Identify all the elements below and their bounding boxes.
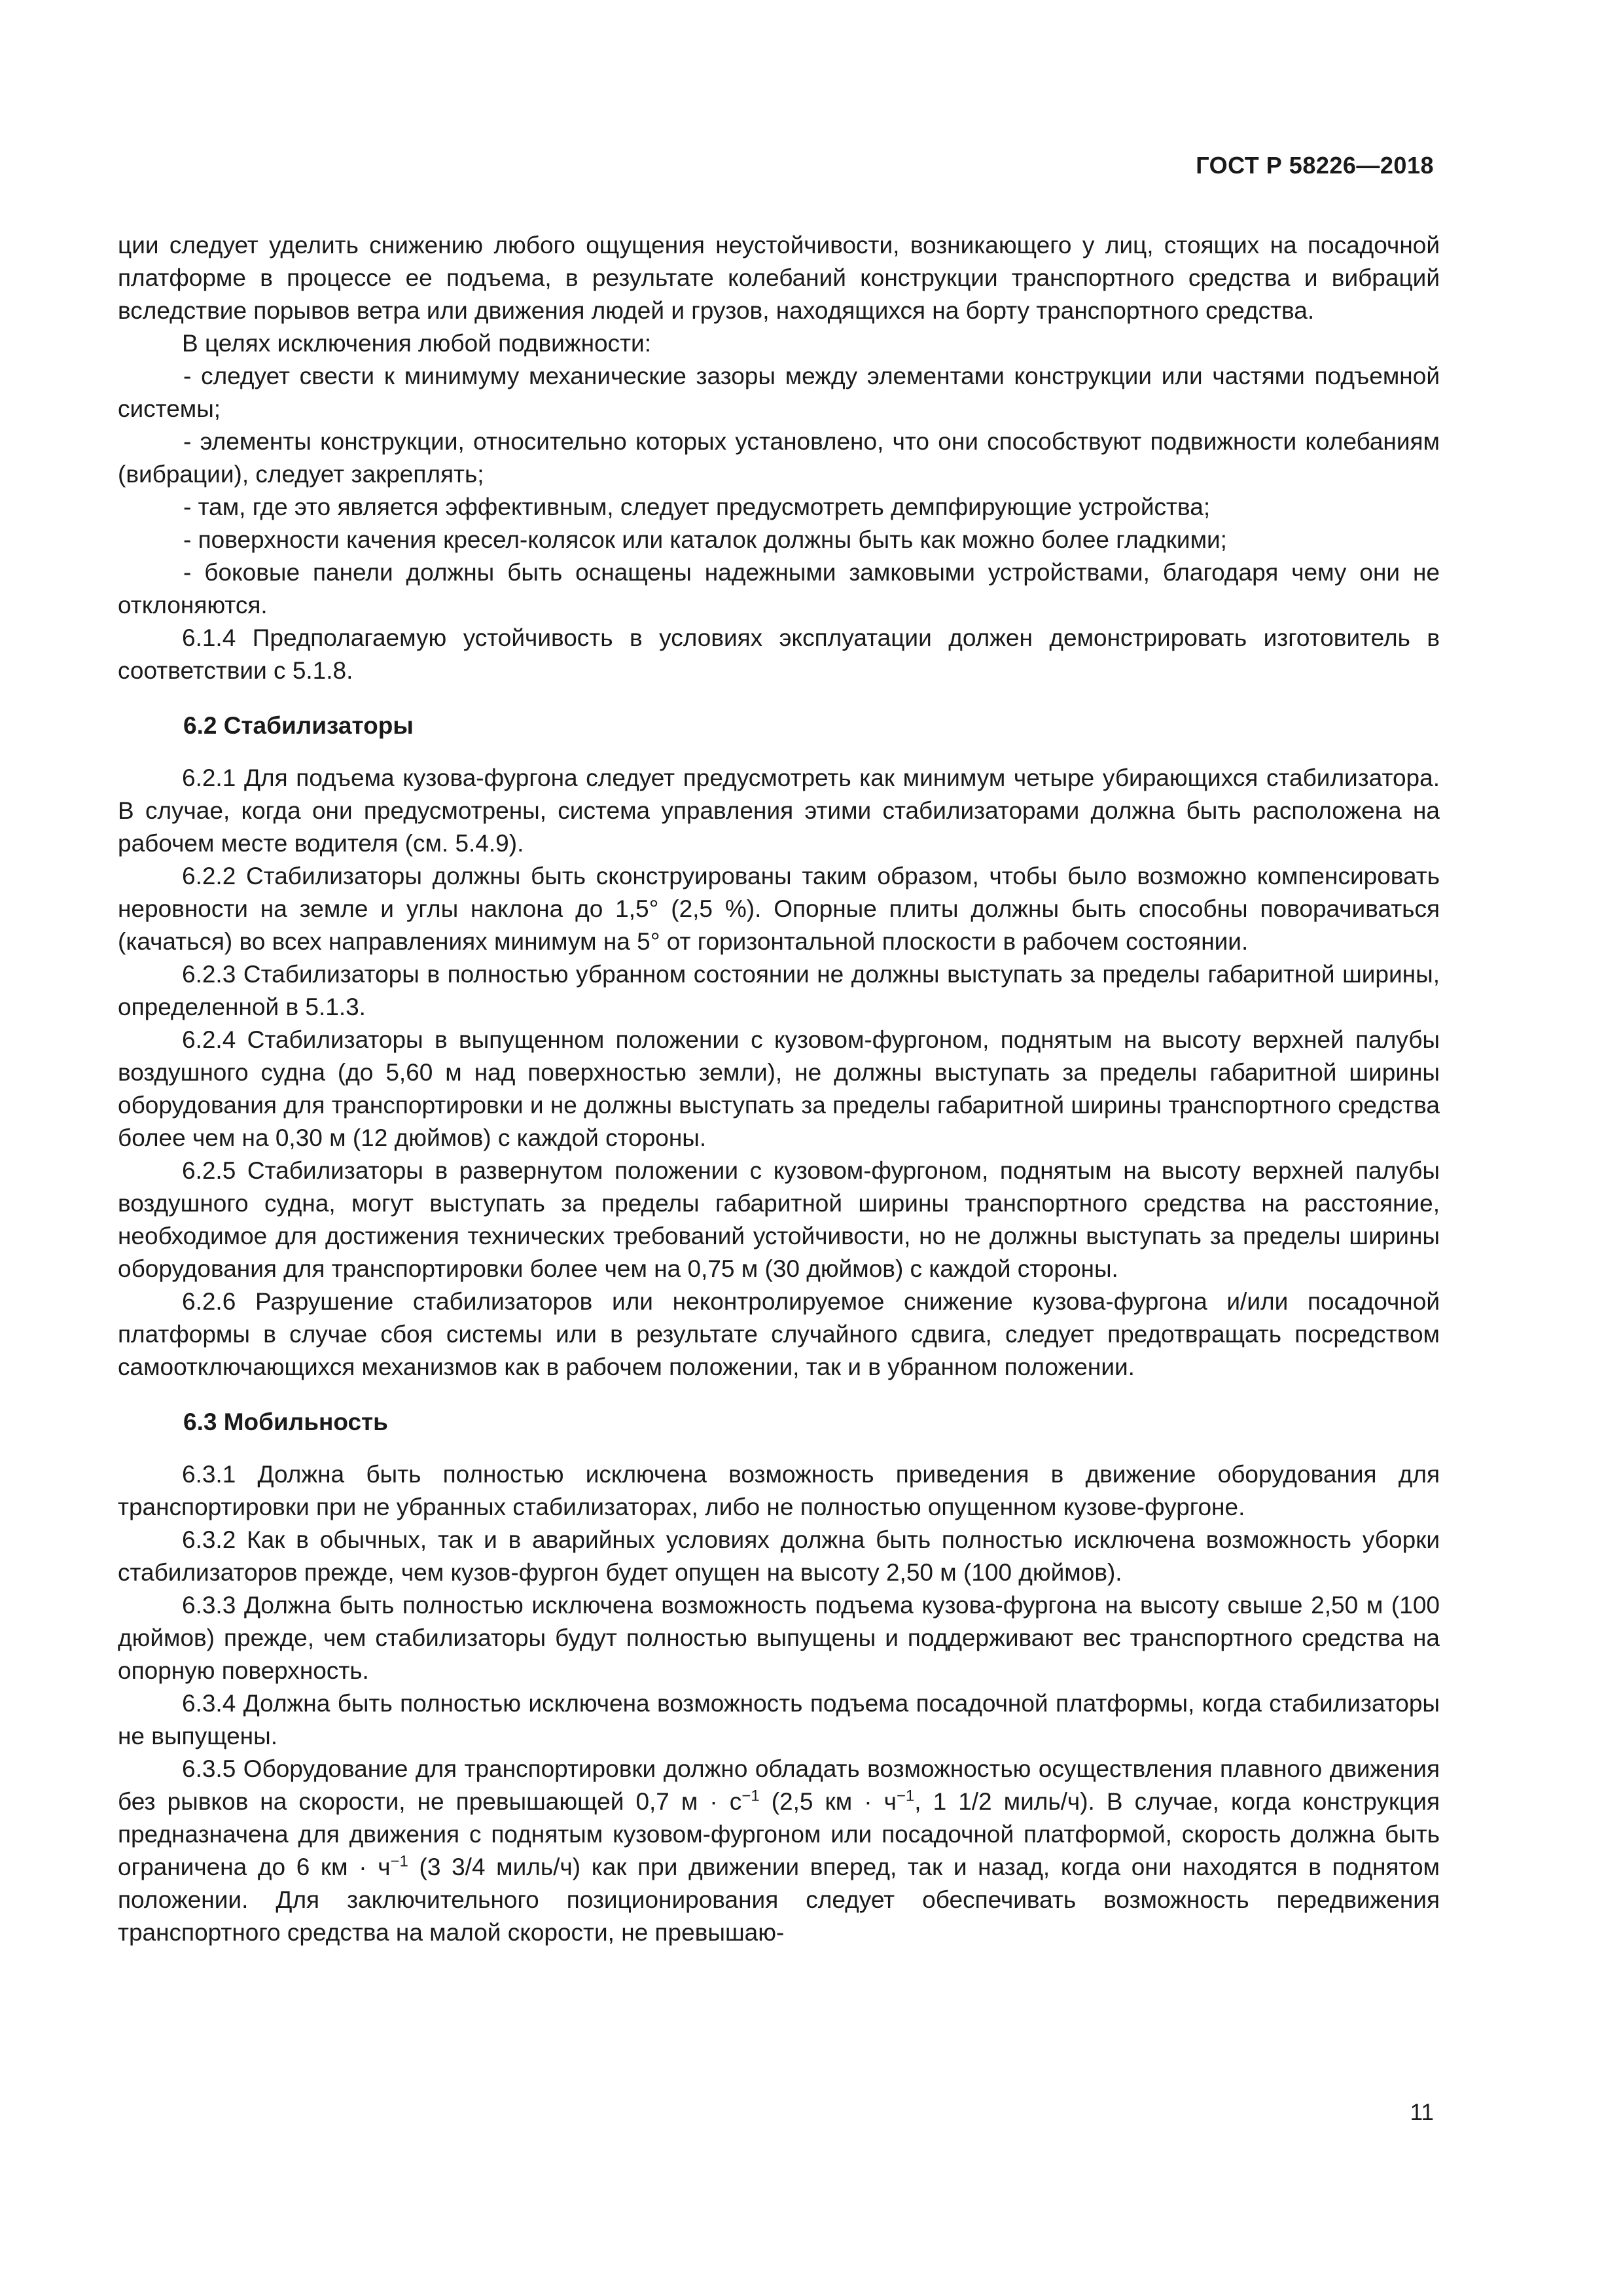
bullet-item: - элементы конструкции, относительно которых установлено, что они способствуют подвижности колебаниям (вибрации), следует закреплять; [118, 428, 1440, 488]
continuation-paragraph: ции следует уделить снижению любого ощущения неустойчивости, возникающего у лиц, стоящих на посадочной платформе в процессе ее подъема, в результате колебаний конструкции транспортного средства и вибраций вследствие порывов ветра или движения людей и грузов, находящихся на борту транспортного средства. [118, 232, 1440, 324]
paragraph-6-3-1: 6.3.1 Должна быть полностью исключена возможность приведения в движение оборудования для транспортировки при не убранных стабилизаторах, либо не полностью опущенном кузове-фургоне. [118, 1461, 1440, 1520]
paragraph-6-3-3: 6.3.3 Должна быть полностью исключена возможность подъема кузова-фургона на высоту свыше 2,50 м (100 дюймов) прежде, чем стабилизаторы будут полностью выпущены и поддерживают вес транспортного средства на опорную поверхность. [118, 1592, 1440, 1684]
paragraph-6-1-4: 6.1.4 Предполагаемую устойчивость в условиях эксплуатации должен демонстрировать изготовитель в соответствии с 5.1.8. [118, 624, 1440, 684]
page-number: 11 [1410, 2100, 1434, 2125]
text-run: , 1 1/2 миль/ч). В случае, когда конструкция предназначена для движения с поднятым кузовом-фургоном или посадочной платформой, скорость должна быть ограничена до 6 км · ч [118, 1788, 1440, 1880]
text-run: (2,5 км · ч [759, 1788, 897, 1815]
document-body [118, 229, 1440, 1949]
exponent: −1 [741, 1787, 760, 1805]
bullet-item: - боковые панели должны быть оснащены надежными замковыми устройствами, благодаря чему они не отклоняются. [118, 559, 1440, 619]
bullet-item: - следует свести к минимуму механические зазоры между элементами конструкции или частями подъемной системы; [118, 363, 1440, 422]
exponent: −1 [896, 1787, 915, 1805]
paragraph-6-2-1: 6.2.1 Для подъема кузова-фургона следует предусмотреть как минимум четыре убирающихся стабилизатора. В случае, когда они предусмотрены, система управления этими стабилизаторами должна быть расположена на рабочем месте водителя (см. 5.4.9). [118, 764, 1440, 857]
paragraph-6-3-4: 6.3.4 Должна быть полностью исключена возможность подъема посадочной платформы, когда стабилизаторы не выпущены. [118, 1690, 1440, 1749]
paragraph-6-2-5: 6.2.5 Стабилизаторы в развернутом положении с кузовом-фургоном, поднятым на высоту верхней палубы воздушного судна, могут выступать за пределы габаритной ширины транспортного средства на расстояние, необходимое для достижения технических требований устойчивости, но не должны выступать за пределы ширины оборудования для транспортировки более чем на 0,75 м (30 дюймов) с каждой стороны. [118, 1157, 1440, 1282]
paragraph-6-2-3: 6.2.3 Стабилизаторы в полностью убранном состоянии не должны выступать за пределы габаритной ширины, определенной в 5.1.3. [118, 961, 1440, 1020]
section-heading-6-2: 6.2 Стабилизаторы [183, 712, 414, 739]
exponent: −1 [390, 1852, 408, 1871]
paragraph-6-3-2: 6.3.2 Как в обычных, так и в аварийных условиях должна быть полностью исключена возможность уборки стабилизаторов прежде, чем кузов-фургон будет опущен на высоту 2,50 м (100 дюймов). [118, 1526, 1440, 1586]
paragraph-6-2-6: 6.2.6 Разрушение стабилизаторов или неконтролируемое снижение кузова-фургона и/или посадочной платформы в случае сбоя системы или в результате случайного сдвига, следует предотвращать посредством самоотключающихся механизмов как в рабочем положении, так и в убранном положении. [118, 1288, 1440, 1380]
text-run: (3 3/4 миль/ч) как при движении вперед, так и назад, когда они находятся в поднятом положении. Для заключительного позиционирования следует обеспечивать возможность передвижения транспортного средства на малой скорости, не превышаю- [118, 1854, 1440, 1946]
paragraph-6-2-2: 6.2.2 Стабилизаторы должны быть сконструированы таким образом, чтобы было возможно компенсировать неровности на земле и углы наклона до 1,5° (2,5 %). Опорные плиты должны быть способны поворачиваться (качаться) во всех направлениях минимум на 5° от горизонтальной плоскости в рабочем состоянии. [118, 863, 1440, 955]
document-id-header: ГОСТ Р 58226—2018 [1196, 152, 1434, 179]
paragraph-6-3-5 [118, 1753, 1440, 1949]
text-run: 6.3.5 Оборудование для транспортировки должно обладать возможностью осуществления плавного движения без рывков на скорости, не превышающей 0,7 м · с [118, 1755, 1440, 1815]
bullet-item: - там, где это является эффективным, следует предусмотреть демпфирующие устройства; [183, 493, 1211, 520]
paragraph-6-2-4: 6.2.4 Стабилизаторы в выпущенном положении с кузовом-фургоном, поднятым на высоту верхней палубы воздушного судна (до 5,60 м над поверхностью земли), не должны выступать за пределы габаритной ширины оборудования для транспортировки и не должны выступать за пределы габаритной ширины транспортного средства более чем на 0,30 м (12 дюймов) с каждой стороны. [118, 1026, 1440, 1151]
bullet-item: - поверхности качения кресел-колясок или каталок должны быть как можно более гладкими; [183, 526, 1227, 553]
mobility-intro: В целях исключения любой подвижности: [182, 330, 651, 357]
section-heading-6-3: 6.3 Мобильность [183, 1408, 388, 1435]
